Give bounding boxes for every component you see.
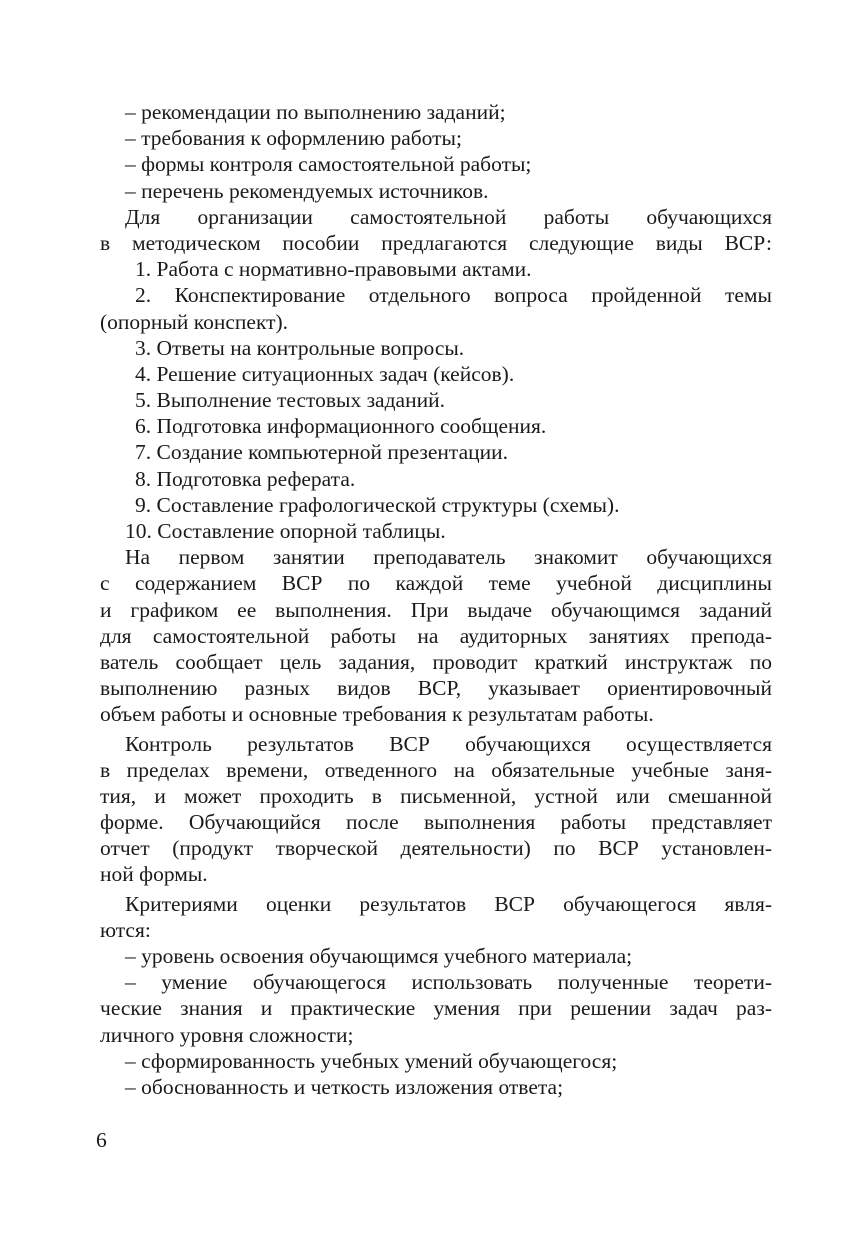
paragraph-line: и графиком ее выполнения. При выдаче обучающимся заданий [100, 597, 772, 622]
paragraph-line: Критериями оценки результатов ВСР обучающегося явля- [125, 891, 772, 916]
list-item: 8. Подготовка реферата. [135, 466, 356, 491]
paragraph-line: Контроль результатов ВСР обучающихся осуществляется [125, 731, 772, 756]
list-item: – умение обучающегося использовать полученные теорети- [125, 970, 772, 995]
list-item: 4. Решение ситуационных задач (кейсов). [135, 361, 515, 386]
paragraph-line: в пределах времени, отведенного на обязательные учебные заня- [100, 757, 772, 782]
paragraph-line: На первом занятии преподаватель знакомит обучающихся [125, 545, 772, 570]
paragraph-line: с содержанием ВСР по каждой теме учебной дисциплины [100, 571, 772, 596]
paragraph-line: форме. Обучающийся после выполнения работы представляет [100, 810, 772, 835]
list-item: – формы контроля самостоятельной работы; [125, 152, 532, 177]
list-item: – рекомендации по выполнению заданий; [125, 100, 506, 124]
list-item-continuation: личного уровня сложности; [100, 1022, 354, 1047]
paragraph-line: отчет (продукт творческой деятельности) по ВСР установлен- [100, 836, 772, 861]
list-item-continuation: ческие знания и практические умения при решении задач раз- [100, 996, 772, 1021]
list-item: 9. Составление графологической структуры (схемы). [135, 492, 620, 517]
list-item: 7. Создание компьютерной презентации. [135, 440, 509, 465]
paragraph-line: ной формы. [100, 862, 208, 887]
list-item: – сформированность учебных умений обучающегося; [125, 1048, 618, 1073]
paragraph-line: для самостоятельной работы на аудиторных занятиях препода- [100, 623, 772, 648]
paragraph-line: ватель сообщает цель задания, проводит краткий инструктаж по [100, 649, 772, 674]
page-number: 6 [96, 1128, 107, 1152]
list-item: 1. Работа с нормативно-правовыми актами. [135, 257, 532, 282]
list-item: – требования к оформлению работы; [125, 126, 462, 151]
paragraph-line: объем работы и основные требования к результатам работы. [100, 702, 654, 727]
list-item: 10. Составление опорной таблицы. [125, 519, 446, 543]
list-item: 5. Выполнение тестовых заданий. [135, 388, 445, 413]
paragraph-line: ются: [100, 917, 151, 942]
list-item: 2. Конспектирование отдельного вопроса пройденной темы [135, 283, 772, 308]
list-item: – обоснованность и четкость изложения ответа; [125, 1074, 564, 1099]
paragraph-line: тия, и может проходить в письменной, устной или смешанной [100, 783, 772, 808]
list-item: 3. Ответы на контрольные вопросы. [135, 335, 465, 360]
paragraph-line: в методическом пособии предлагаются следующие виды ВСР: [100, 230, 772, 255]
paragraph-line: Для организации самостоятельной работы обучающихся [125, 204, 772, 229]
paragraph-line: выполнению разных видов ВСР, указывает ориентировочный [100, 676, 772, 701]
list-item: – перечень рекомендуемых источников. [125, 178, 489, 203]
list-item: 6. Подготовка информационного сообщения. [135, 414, 547, 439]
list-item: – уровень освоения обучающимся учебного материала; [125, 944, 633, 968]
list-item-continuation: (опорный конспект). [100, 309, 289, 334]
page-body [100, 99, 772, 1100]
